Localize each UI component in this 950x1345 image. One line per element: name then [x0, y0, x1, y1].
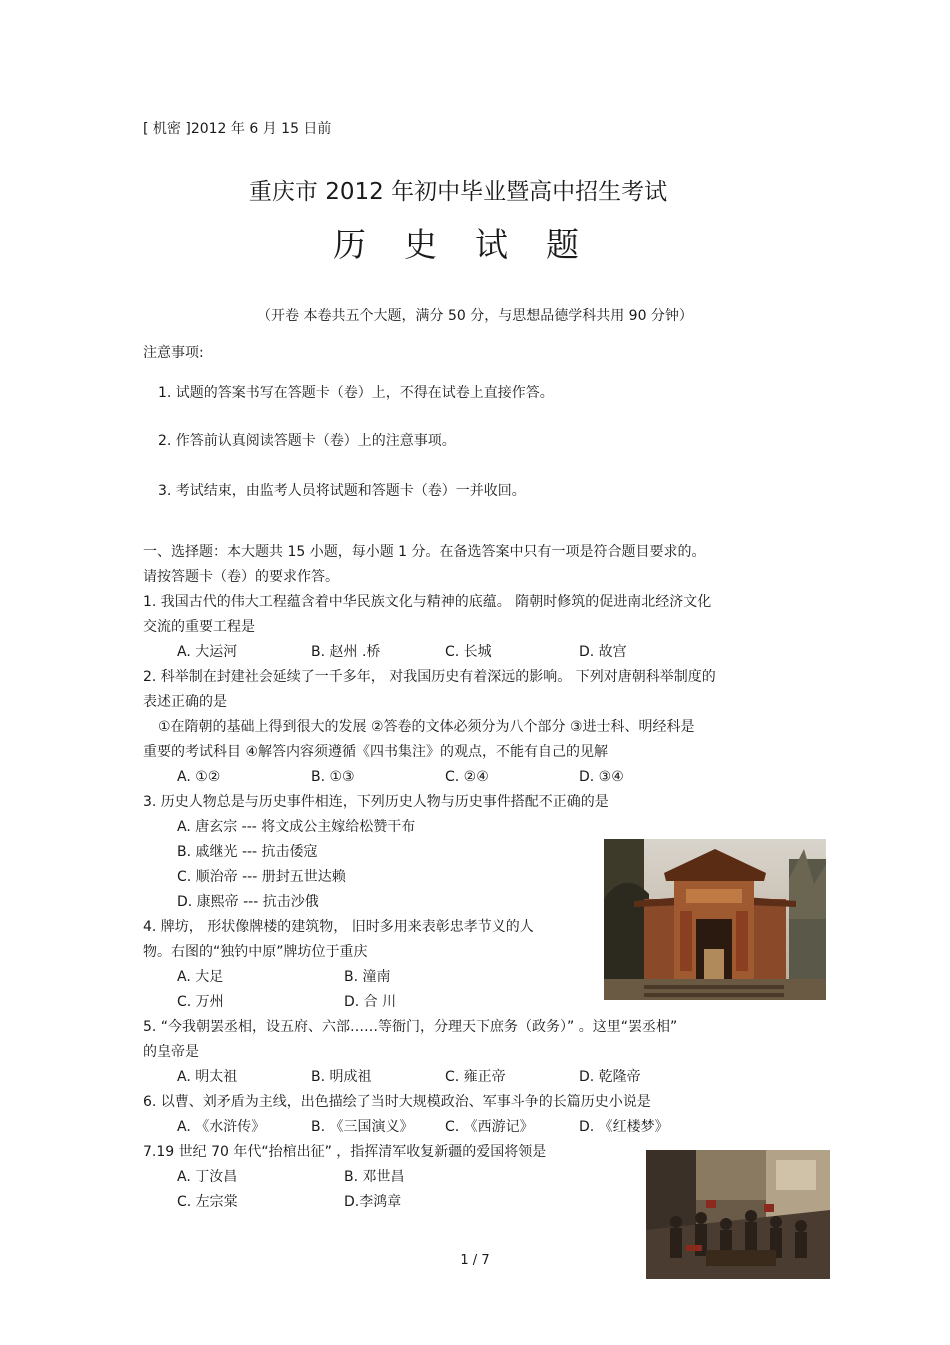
- question-2-option-c: C. ②④: [445, 769, 489, 785]
- question-7-stem: 7.19 世纪 70 年代“抬棺出征” ，指挥清军收复新疆的爱国将领是: [143, 1144, 547, 1160]
- exam-title: 重庆市 2012 年初中毕业暨高中招生考试: [248, 179, 668, 205]
- question-3-option-a: A. 唐玄宗 --- 将文成公主嫁给松赞干布: [177, 819, 416, 835]
- note-item: 3. 考试结束，由监考人员将试题和答题卡（卷）一并收回。: [158, 483, 526, 499]
- question-7-option-a: A. 丁汝昌: [177, 1169, 238, 1185]
- question-6-option-d: D. 《红楼梦》: [579, 1119, 669, 1135]
- question-1-option-a: A. 大运河: [177, 644, 238, 660]
- question-7-option-c: C. 左宗棠: [177, 1194, 238, 1210]
- question-2-option-d: D. ③④: [579, 769, 624, 785]
- question-5-option-a: A. 明太祖: [177, 1069, 238, 1085]
- question-3-option-c: C. 顺治帝 --- 册封五世达赖: [177, 869, 346, 885]
- question-3-option-d: D. 康熙帝 --- 抗击沙俄: [177, 894, 319, 910]
- question-2-option-b: B. ①③: [311, 769, 355, 785]
- question-5-stem: 5. “今我朝罢丞相，设五府、六部……等衙门，分理天下庶务（政务）” 。这里“罢丞相”: [143, 1019, 678, 1035]
- confidential-note: [ 机密 ]2012 年 6 月 15 日前: [143, 121, 332, 137]
- question-4-stem: 4. 牌坊， 形状像牌楼的建筑物， 旧时多用来表彰忠孝节义的人: [143, 919, 534, 935]
- question-1-option-d: D. 故宫: [579, 644, 627, 660]
- question-2-stem: 重要的考试科目 ④解答内容须遵循《四书集注》的观点，不能有自己的见解: [143, 744, 608, 760]
- question-6-option-a: A. 《水浒传》: [177, 1119, 266, 1135]
- question-6-stem: 6. 以曹、刘矛盾为主线，出色描绘了当时大规模政治、军事斗争的长篇历史小说是: [143, 1094, 651, 1110]
- question-3-stem: 3. 历史人物总是与历史事件相连，下列历史人物与历史事件搭配不正确的是: [143, 794, 609, 810]
- question-1-stem: 交流的重要工程是: [143, 619, 255, 635]
- question-7-option-d: D.李鸿章: [344, 1194, 402, 1210]
- page-number: 1 / 7: [460, 1253, 490, 1268]
- question-2-stem: 表述正确的是: [143, 694, 227, 710]
- archway-photo: [604, 839, 826, 1000]
- question-1-option-c: C. 长城: [445, 644, 492, 660]
- question-4-option-b: B. 潼南: [344, 969, 391, 985]
- note-item: 1. 试题的答案书写在答题卡（卷）上，不得在试卷上直接作答。: [158, 385, 554, 401]
- question-5-option-d: D. 乾隆帝: [579, 1069, 641, 1085]
- notes-heading: 注意事项:: [143, 345, 204, 361]
- section-instruction: 一、选择题：本大题共 15 小题，每小题 1 分。在备选答案中只有一项是符合题目要求的。: [143, 544, 706, 560]
- question-2-option-a: A. ①②: [177, 769, 221, 785]
- question-6-option-c: C. 《西游记》: [445, 1119, 534, 1135]
- question-4-option-a: A. 大足: [177, 969, 224, 985]
- section-instruction: 请按答题卡（卷）的要求作答。: [143, 569, 339, 585]
- exam-subtitle: （开卷 本卷共五个大题，满分 50 分，与思想品德学科共用 90 分钟）: [257, 308, 693, 324]
- question-7-option-b: B. 邓世昌: [344, 1169, 405, 1185]
- question-5-option-b: B. 明成祖: [311, 1069, 372, 1085]
- question-2-stem: ①在隋朝的基础上得到很大的发展 ②答卷的文体必须分为八个部分 ③进士科、明经科是: [158, 719, 695, 735]
- question-1-option-b: B. 赵州 .桥: [311, 644, 381, 660]
- question-6-option-b: B. 《三国演义》: [311, 1119, 414, 1135]
- subject-title: 历史试题: [333, 225, 617, 264]
- question-5-option-c: C. 雍正帝: [445, 1069, 506, 1085]
- question-2-stem: 2. 科举制在封建社会延续了一千多年， 对我国历史有着深远的影响。 下列对唐朝科举制度的: [143, 669, 716, 685]
- question-1-stem: 1. 我国古代的伟大工程蕴含着中华民族文化与精神的底蕴。 隋朝时修筑的促进南北经济文化: [143, 594, 712, 610]
- question-4-stem: 物。右图的“独钓中原”牌坊位于重庆: [143, 944, 368, 960]
- question-4-option-d: D. 合 川: [344, 994, 397, 1010]
- note-item: 2. 作答前认真阅读答题卡（卷）上的注意事项。: [158, 433, 456, 449]
- question-4-option-c: C. 万州: [177, 994, 224, 1010]
- question-3-option-b: B. 戚继光 --- 抗击倭寇: [177, 844, 318, 860]
- question-5-stem: 的皇帝是: [143, 1044, 199, 1060]
